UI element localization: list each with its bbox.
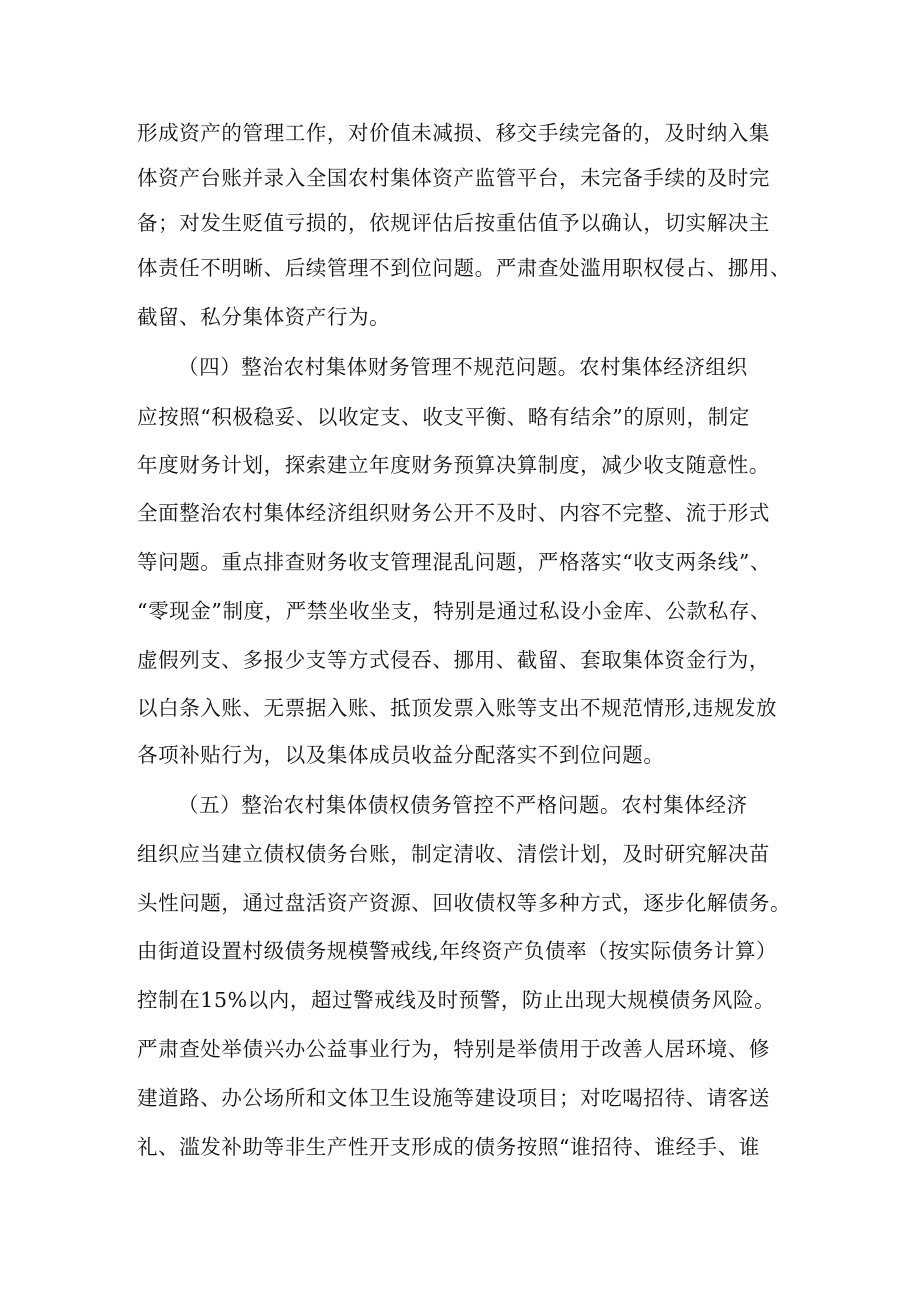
text-line: 全面整治农村集体经济组织财务公开不及时、内容不完整、流于形式 (137, 501, 770, 525)
text-line: 备；对发生贬值亏损的，依规评估后按重估值予以确认，切实解决主 (137, 211, 770, 235)
text-line: 各项补贴行为，以及集体成员收益分配落实不到位问题。 (137, 743, 665, 767)
text-line: 年度财务计划，探索建立年度财务预算决算制度，减少收支随意性。 (137, 453, 770, 477)
text-line: 礼、滥发补助等非生产性开支形成的债务按照“谁招待、谁经手、谁 (137, 1135, 760, 1159)
text-line: 应按照“积极稳妥、以收定支、收支平衡、略有结余”的原则，制定 (137, 405, 750, 429)
paragraph-heading-four: （四）整治农村集体财务管理不规范问题。农村集体经济组织 (178, 355, 748, 379)
text-line: 形成资产的管理工作，对价值未减损、移交手续完备的，及时纳入集 (137, 121, 770, 145)
text-line: 体资产台账并录入全国农村集体资产监管平台，未完备手续的及时完 (137, 166, 770, 190)
text-line: 严肃查处举债兴办公益事业行为，特别是举债用于改善人居环境、修 (137, 1037, 770, 1061)
text-line: 截留、私分集体资产行为。 (137, 305, 391, 329)
text-line: “零现金”制度，严禁坐收坐支，特别是通过私设小金库、公款私存、 (137, 599, 772, 623)
paragraph-heading-five: （五）整治农村集体债权债务管控不严格问题。农村集体经济 (178, 793, 748, 817)
text-line: 虚假列支、多报少支等方式侵吞、挪用、截留、套取集体资金行为， (137, 648, 770, 672)
text-line: 建道路、办公场所和文体卫生设施等建设项目；对吃喝招待、请客送 (137, 1086, 770, 1110)
text-line: 组织应当建立债权债务台账，制定清收、清偿计划，及时研究解决苗 (137, 842, 770, 866)
text-line: 控制在15%以内，超过警戒线及时预警，防止出现大规模债务风险。 (137, 988, 776, 1012)
text-line: 头性问题，通过盘活资产资源、回收债权等多种方式，逐步化解债务。 (137, 891, 792, 915)
text-line: 体责任不明晰、后续管理不到位问题。严肃查处滥用职权侵占、挪用、 (137, 256, 792, 280)
text-line: 等问题。重点排查财务收支管理混乱问题，严格落实“收支两条线”、 (137, 550, 772, 574)
text-line: 以白条入账、无票据入账、抵顶发票入账等支出不规范情形,违规发放 (137, 696, 778, 720)
text-line: 由街道设置村级债务规模警戒线,年终资产负债率（按实际债务计算） (137, 939, 778, 963)
